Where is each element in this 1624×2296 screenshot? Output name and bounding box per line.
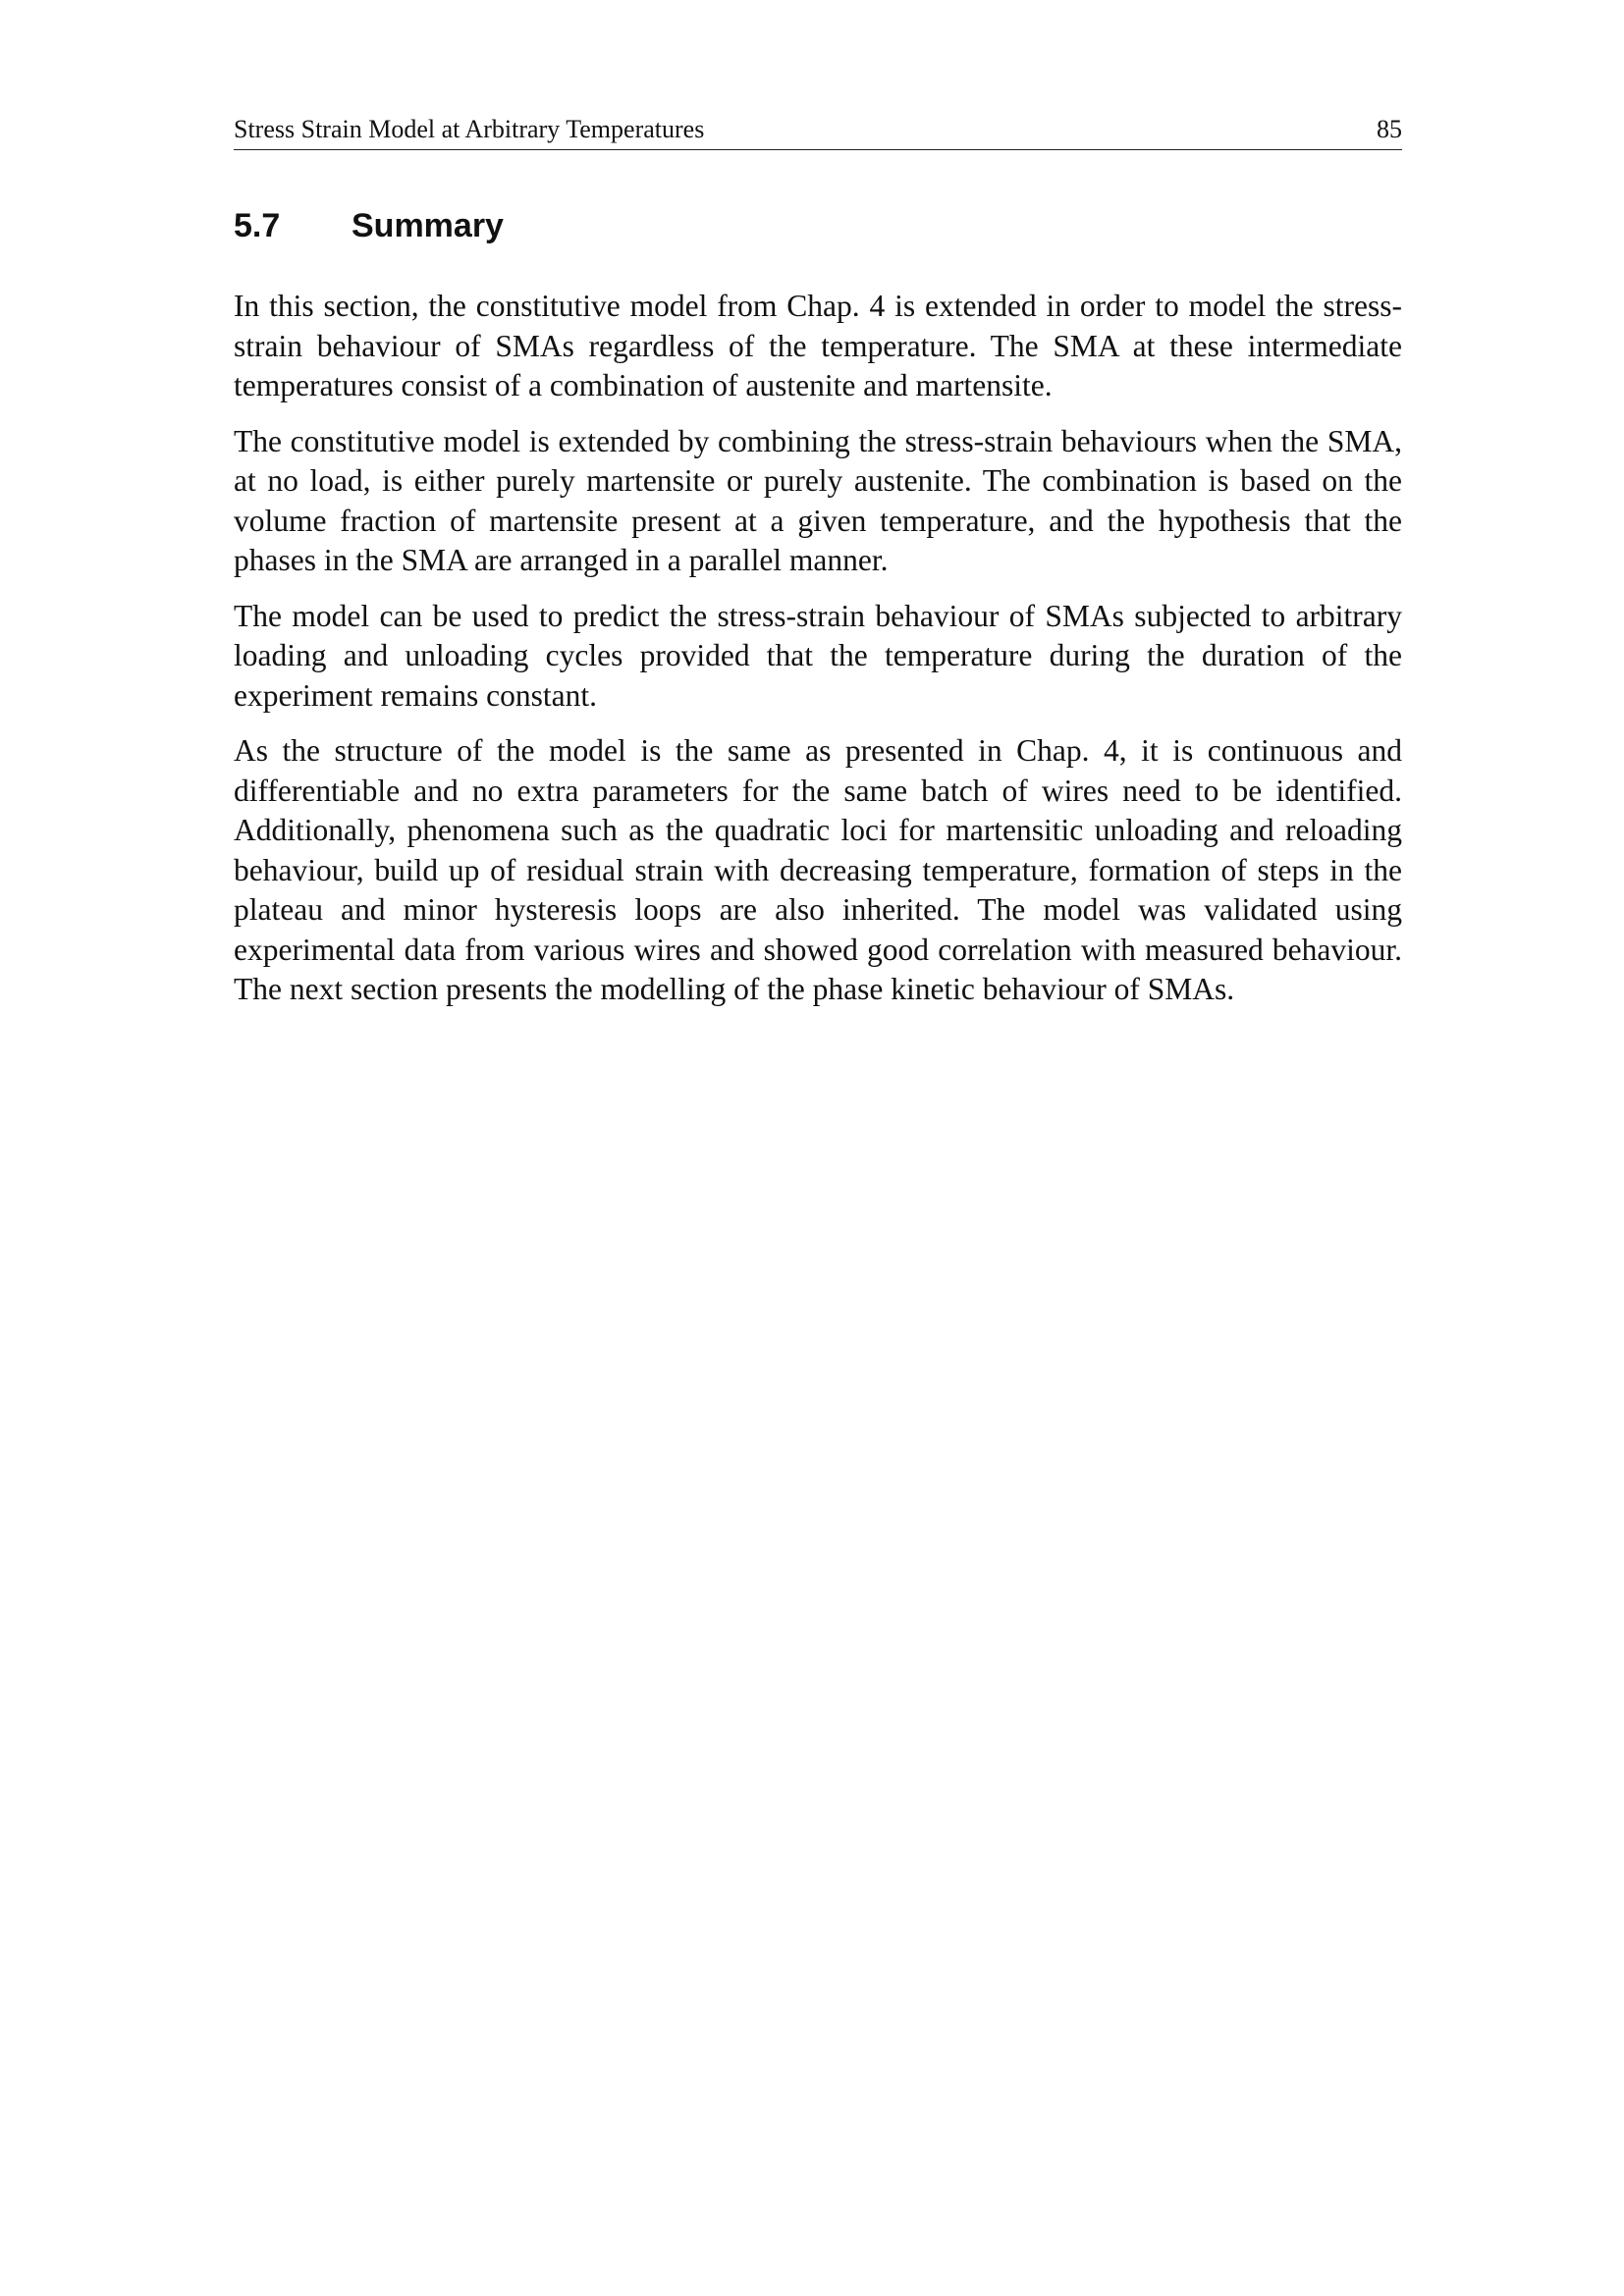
paragraph: The model can be used to predict the stress-strain behaviour of SMAs subjected to arbitrary loading and unloading cycles provided that the temperature during the duration of the experiment remains constant. xyxy=(234,598,1402,713)
page-number: 85 xyxy=(1377,115,1402,143)
paragraph: In this section, the constitutive model from Chap. 4 is extended in order to model the stress-strain behaviour of SMAs regardless of the temperature. The SMA at these intermediate temperatures consist of a combination of austenite and martensite. xyxy=(234,289,1402,402)
page-header xyxy=(234,110,1402,150)
running-title: Stress Strain Model at Arbitrary Temperatures xyxy=(234,115,705,143)
section-number: 5.7 xyxy=(234,207,281,244)
section-heading xyxy=(234,204,1402,247)
section-title: Summary xyxy=(352,207,504,244)
paragraph: As the structure of the model is the same as presented in Chap. 4, it is continuous and differentiable and no extra parameters for the same batch of wires need to be identified. Additionally, phenomena such as the quadratic loci for martensitic unloading and reloading behaviour, build up of residual strain with decreasing temperature, formation of steps in the plateau and minor hysteresis loops are also inherited. The model was validated using experimental data from various wires and showed good correlation with measured behaviour. The next section presents the modelling of the phase kinetic behaviour of SMAs. xyxy=(234,733,1402,1006)
body-text xyxy=(234,287,1402,1026)
paragraph: The constitutive model is extended by combining the stress-strain behaviours when the SMA, at no load, is either purely martensite or purely austenite. The combination is based on the volume fraction of martensite present at a given temperature, and the hypothesis that the phases in the SMA are arranged in a parallel manner. xyxy=(234,423,1402,577)
